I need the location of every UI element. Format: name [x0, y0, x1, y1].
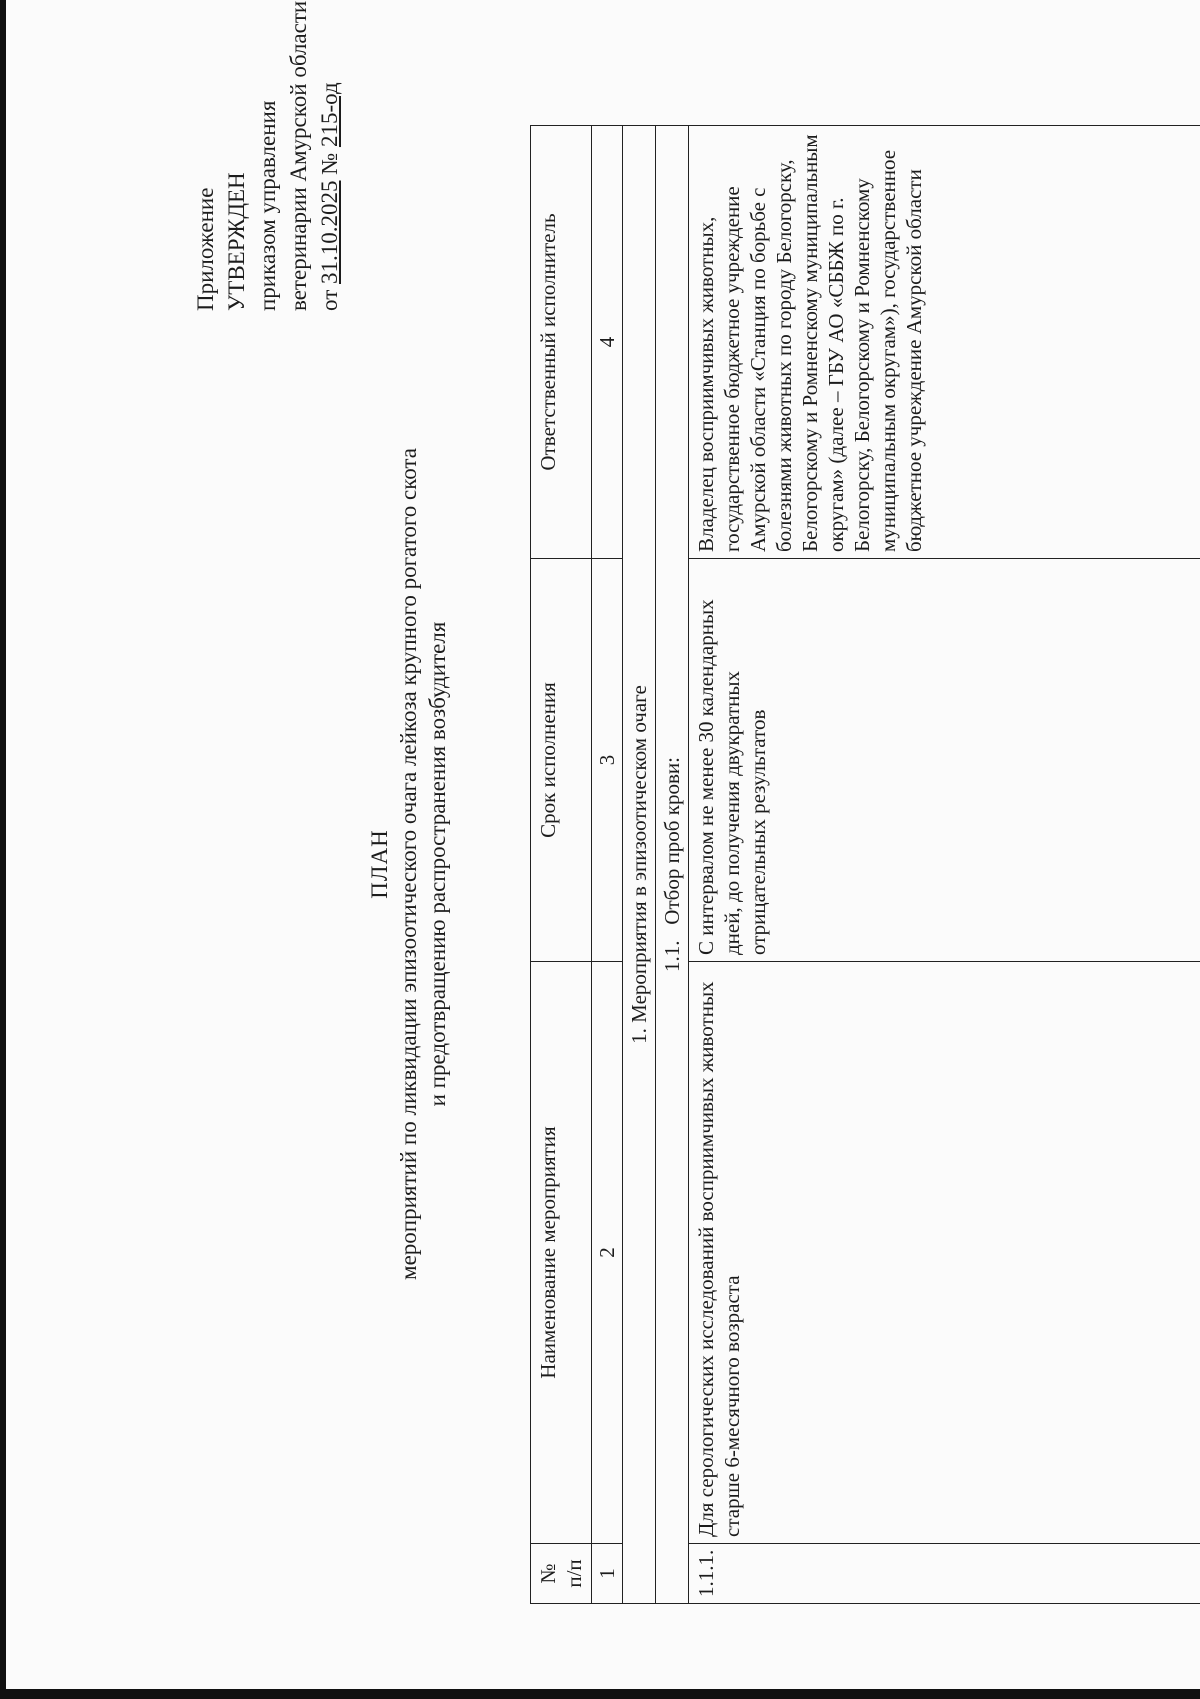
plan-table [530, 125, 1200, 1604]
table-row [689, 126, 1200, 1604]
column-number-row [592, 126, 623, 1604]
approval-date-line: от 31.10.2025 № 215-од [317, 82, 342, 311]
column-number: 4 [592, 126, 623, 559]
approval-approved: УТВЕРЖДЕН [224, 172, 249, 311]
row-deadline: С интервалом не менее 30 календарных дней, до получения двукратных отрицательных результатов [689, 559, 1200, 962]
column-number: 2 [592, 962, 623, 1544]
row-number: 1.1.1. [689, 1544, 1200, 1604]
approval-date: 31.10.2025 [317, 180, 342, 284]
subsection-row [656, 126, 689, 1604]
plan-title [365, 124, 452, 1604]
table-header-row [531, 126, 592, 1604]
approval-department: ветеринарии Амурской области [286, 0, 311, 311]
plan-heading: ПЛАН [367, 829, 392, 899]
plan-subtitle-1: мероприятий по ликвидации эпизоотического очага лейкоза крупного рогатого скота [396, 448, 421, 1280]
subsection-title: 1.1. Отбор проб крови: [656, 126, 689, 1604]
header-name: Наименование мероприятия [531, 962, 592, 1544]
approval-number: 215-од [317, 82, 342, 148]
approval-block [190, 1, 345, 311]
plan-subtitle-2: и предотвращению распространения возбудителя [425, 621, 450, 1107]
row-responsible: Владелец восприимчивых животных, государственное бюджетное учреждение Амурской области «Станция по борьбе с болезнями животных по городу Белогорску, Белогорскому и Ромненскому муниципальным округам» (далее – ГБУ АО «СББЖ по г. Белогорску, Белогорскому и Ромненскому муниципальным округам»), государственное бюджетное учреждение Амурской области [689, 126, 1200, 559]
row-name: Для серологических исследований восприимчивых животных старше 6-месячного возраста [689, 962, 1200, 1544]
approval-appendix: Приложение [193, 187, 218, 311]
header-responsible: Ответственный исполнитель [531, 126, 592, 559]
section-title: 1. Мероприятия в эпизоотическом очаге [623, 126, 656, 1604]
section-row [623, 126, 656, 1604]
approval-order: приказом управления [255, 100, 280, 311]
header-deadline: Срок исполнения [531, 559, 592, 962]
header-number: № п/п [531, 1544, 592, 1604]
column-number: 1 [592, 1544, 623, 1604]
column-number: 3 [592, 559, 623, 962]
